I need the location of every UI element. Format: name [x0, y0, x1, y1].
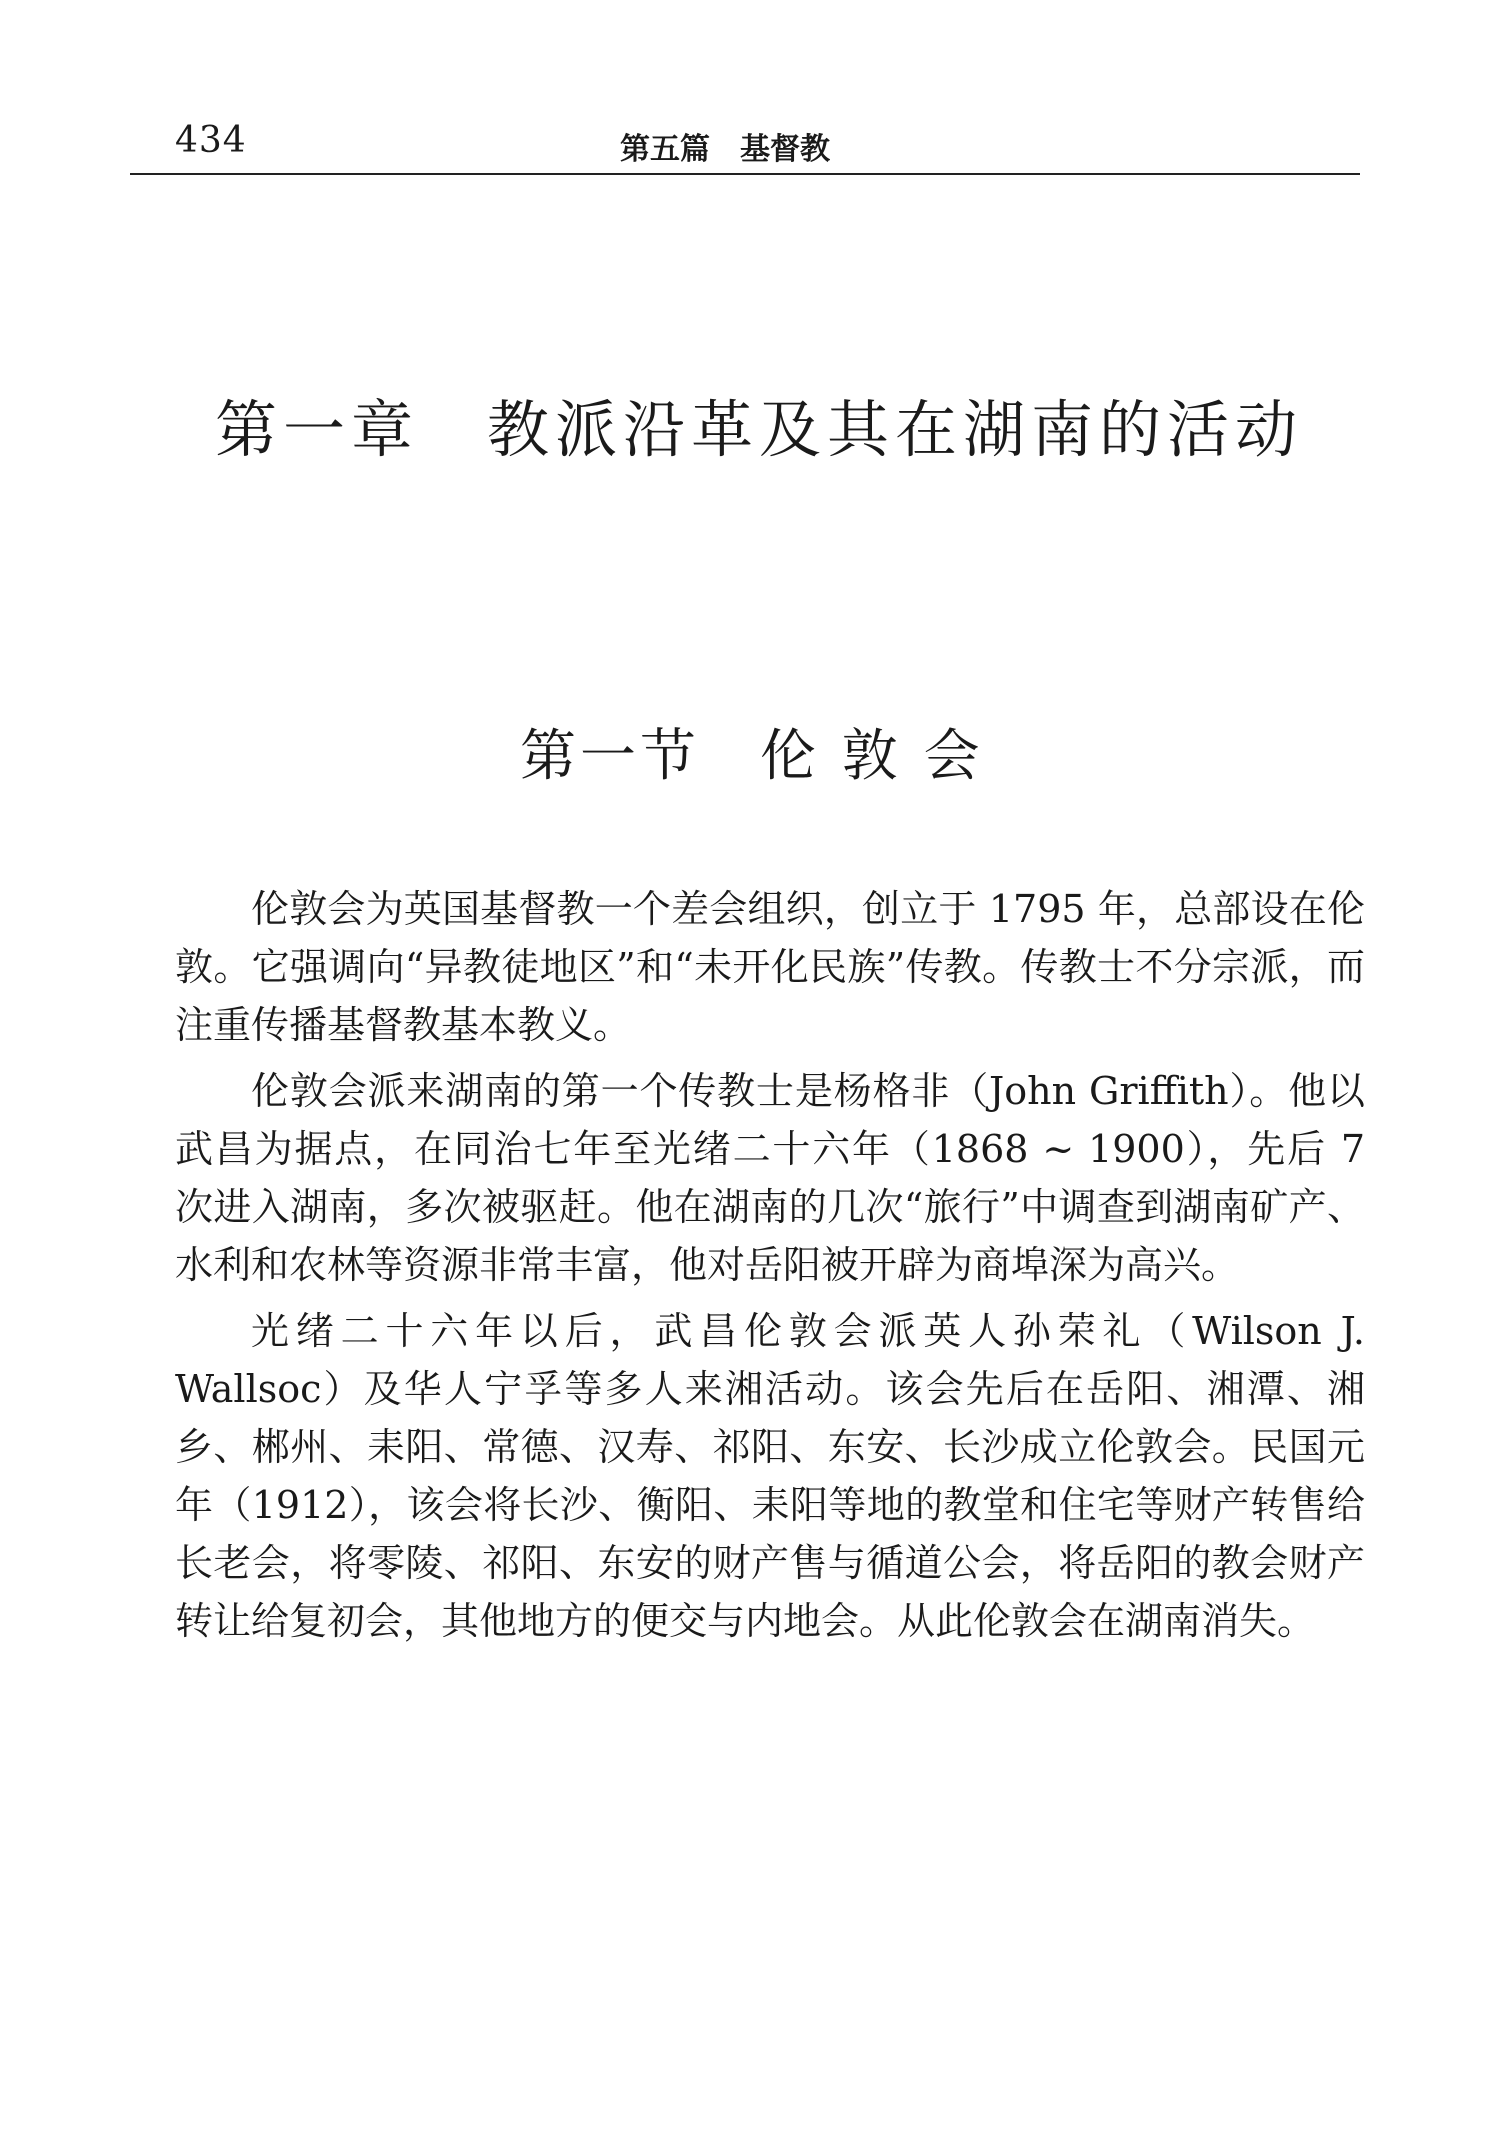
- paragraph-3: 光绪二十六年以后，武昌伦敦会派英人孙荣礼（Wilson J. Wallsoc）及华人宁孚等多人来湘活动。该会先后在岳阳、湘潭、湘乡、郴州、耒阳、常德、汉寿、祁阳、东安、长沙成立伦敦会。民国元年（1912），该会将长沙、衡阳、耒阳等地的教堂和住宅等财产转售给长老会，将零陵、祁阳、东安的财产售与循道公会，将岳阳的教会财产转让给复初会，其他地方的便交与内地会。从此伦敦会在湖南消失。: [175, 1309, 1365, 1643]
- body-text: [175, 880, 1365, 1658]
- page-number: 434: [175, 120, 247, 161]
- running-head: 第五篇 基督教: [620, 132, 830, 167]
- paragraph-1: 伦敦会为英国基督教一个差会组织，创立于 1795 年，总部设在伦敦。它强调向“异教徒地区”和“未开化民族”传教。传教士不分宗派，而注重传播基督教基本教义。: [175, 887, 1365, 1047]
- header-rule: [130, 173, 1360, 175]
- paragraph-2: 伦敦会派来湖南的第一个传教士是杨格非（John Griffith）。他以武昌为据点，在同治七年至光绪二十六年（1868 ~ 1900），先后 7 次进入湖南，多次被驱赶。他在湖南的几次“旅行”中调查到湖南矿产、水利和农林等资源非常丰富，他对岳阳被开辟为商埠深为高兴。: [175, 1069, 1365, 1287]
- chapter-title: 第一章 教派沿革及其在湖南的活动: [215, 393, 1304, 466]
- section-title: 第一节 伦 敦 会: [520, 724, 984, 789]
- page-header: [130, 110, 1360, 170]
